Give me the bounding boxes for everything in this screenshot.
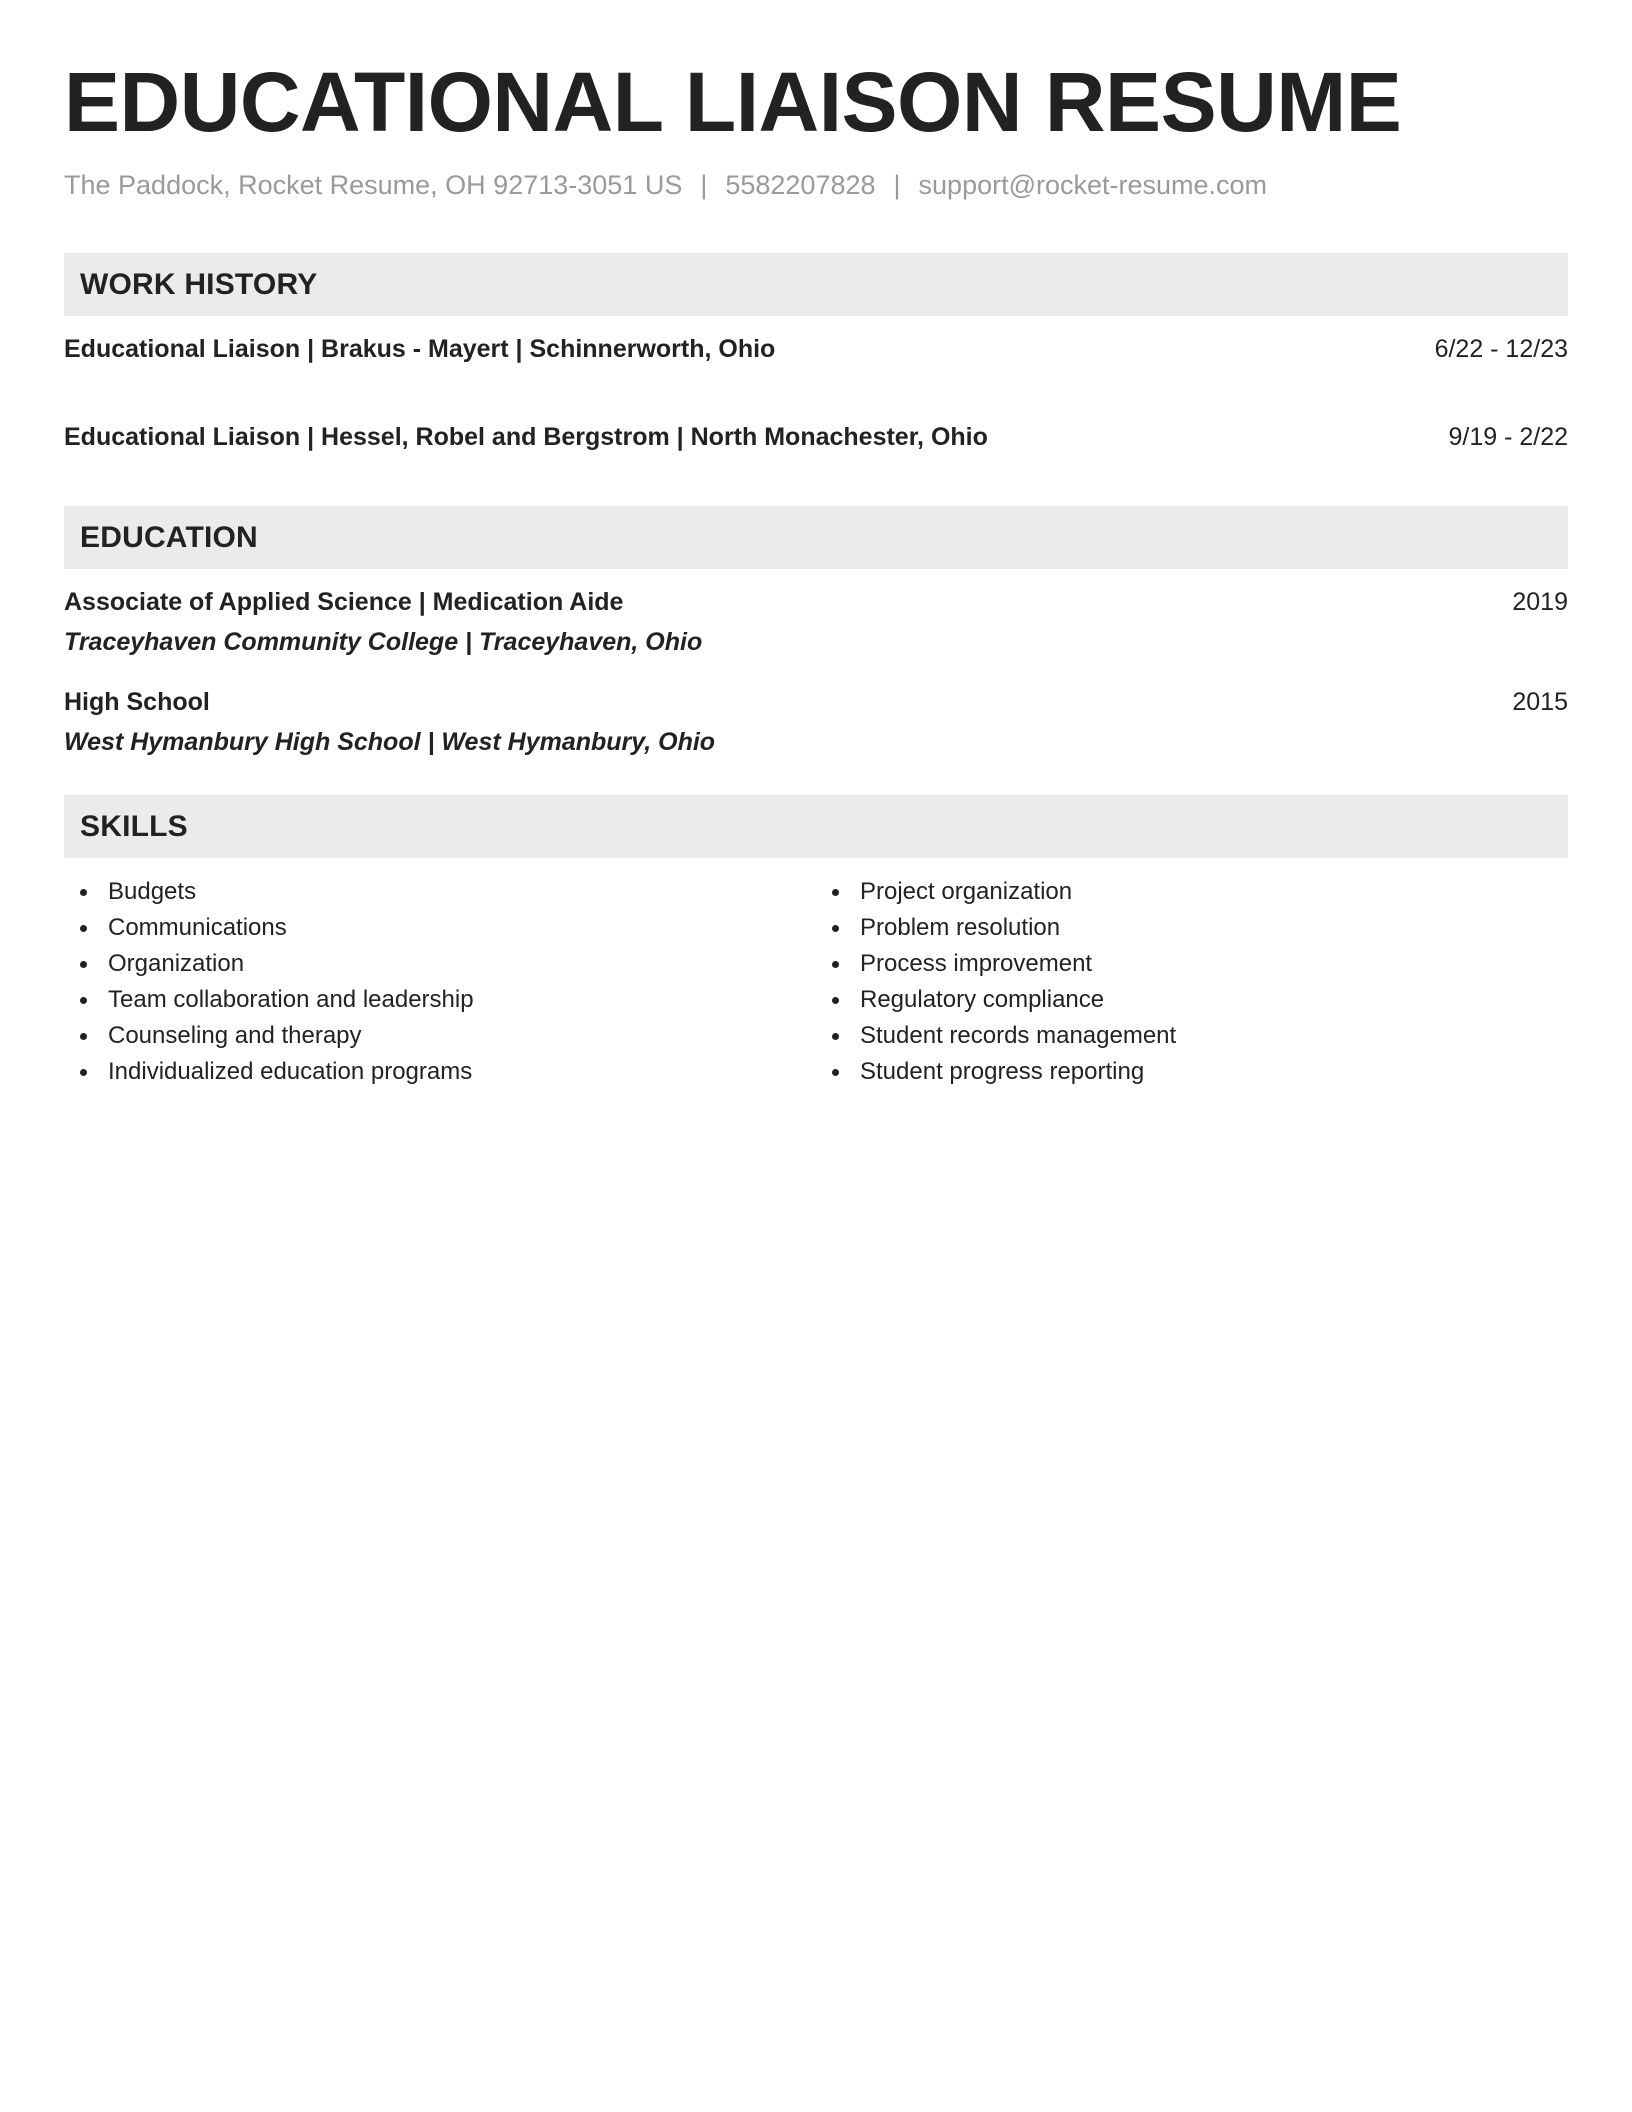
bullet-icon bbox=[80, 925, 87, 932]
skill-item bbox=[64, 910, 816, 946]
skill-label: Project organization bbox=[860, 878, 1073, 905]
skill-item bbox=[64, 1054, 816, 1090]
contact-address: The Paddock, Rocket Resume, OH 92713-3051 US bbox=[64, 170, 683, 200]
skill-label: Communications bbox=[108, 914, 287, 941]
skill-item bbox=[816, 910, 1568, 946]
education-entry bbox=[64, 585, 1568, 659]
bullet-icon bbox=[80, 997, 87, 1004]
education-degree: Associate of Applied Science | Medication Aide bbox=[64, 588, 624, 616]
education-year: 2015 bbox=[1512, 688, 1568, 716]
skill-label: Team collaboration and leadership bbox=[108, 986, 474, 1013]
contact-phone: 5582207828 bbox=[725, 170, 876, 200]
education-school: West Hymanbury High School | West Hymanbury, Ohio bbox=[64, 728, 716, 756]
skill-item bbox=[64, 982, 816, 1018]
contact-line bbox=[64, 170, 1568, 201]
bullet-icon bbox=[832, 961, 839, 968]
work-entry-title: Educational Liaison | Brakus - Mayert | Schinnerworth, Ohio bbox=[64, 335, 776, 363]
bullet-icon bbox=[832, 889, 839, 896]
skill-label: Problem resolution bbox=[860, 914, 1061, 941]
education-entry-row bbox=[64, 685, 1568, 719]
skill-item bbox=[816, 982, 1568, 1018]
skill-item bbox=[816, 1054, 1568, 1090]
bullet-icon bbox=[80, 889, 87, 896]
skills-list bbox=[64, 874, 1568, 1090]
contact-email: support@rocket-resume.com bbox=[918, 170, 1268, 200]
skills-column-left bbox=[64, 874, 816, 1090]
work-entry bbox=[64, 332, 1568, 366]
resume-title: EDUCATIONAL LIAISON RESUME bbox=[64, 55, 1402, 149]
bullet-icon bbox=[80, 1069, 87, 1076]
work-entry-dates: 6/22 - 12/23 bbox=[1434, 335, 1568, 363]
education-heading: EDUCATION bbox=[64, 506, 1568, 569]
work-entry bbox=[64, 420, 1568, 454]
bullet-icon bbox=[832, 1033, 839, 1040]
work-entry-dates: 9/19 - 2/22 bbox=[1448, 423, 1568, 451]
skill-label: Individualized education programs bbox=[108, 1058, 473, 1085]
skill-item bbox=[64, 1018, 816, 1054]
contact-separator: | bbox=[700, 170, 708, 200]
skills-heading: SKILLS bbox=[64, 795, 1568, 858]
skill-label: Organization bbox=[108, 950, 245, 977]
contact-separator: | bbox=[893, 170, 901, 200]
skills-column-right bbox=[816, 874, 1568, 1090]
work-history-heading: WORK HISTORY bbox=[64, 253, 1568, 316]
bullet-icon bbox=[80, 1033, 87, 1040]
skill-label: Regulatory compliance bbox=[860, 986, 1105, 1013]
skill-label: Budgets bbox=[108, 878, 197, 905]
education-entry-row bbox=[64, 585, 1568, 619]
education-year: 2019 bbox=[1512, 588, 1568, 616]
bullet-icon bbox=[832, 997, 839, 1004]
bullet-icon bbox=[80, 961, 87, 968]
bullet-icon bbox=[832, 925, 839, 932]
skill-item bbox=[64, 946, 816, 982]
skill-label: Student progress reporting bbox=[860, 1058, 1145, 1085]
skill-item bbox=[816, 874, 1568, 910]
skill-label: Student records management bbox=[860, 1022, 1177, 1049]
skill-label: Process improvement bbox=[860, 950, 1093, 977]
skill-item bbox=[64, 874, 816, 910]
bullet-icon bbox=[832, 1069, 839, 1076]
education-degree: High School bbox=[64, 688, 210, 716]
education-entry bbox=[64, 685, 1568, 759]
skill-item bbox=[816, 1018, 1568, 1054]
education-school: Traceyhaven Community College | Traceyhaven, Ohio bbox=[64, 628, 703, 656]
skill-label: Counseling and therapy bbox=[108, 1022, 362, 1049]
skill-item bbox=[816, 946, 1568, 982]
work-entry-title: Educational Liaison | Hessel, Robel and Bergstrom | North Monachester, Ohio bbox=[64, 423, 988, 451]
